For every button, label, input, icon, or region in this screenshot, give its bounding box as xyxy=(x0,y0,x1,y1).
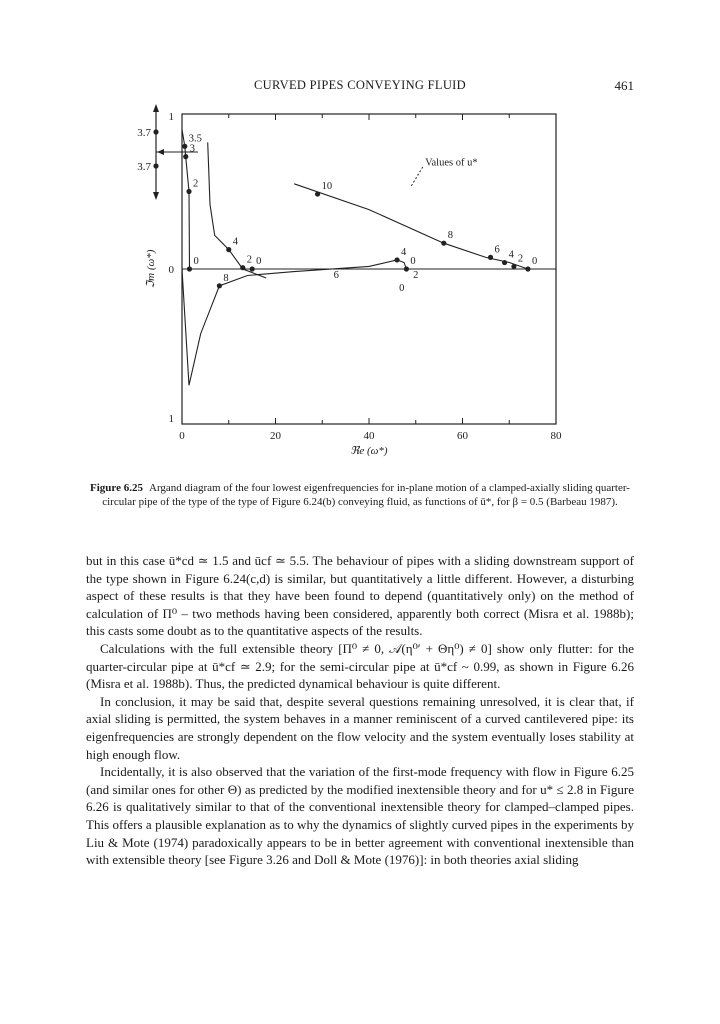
data-label-mode-1: 4 xyxy=(401,246,407,258)
offscale-label: 3.7 xyxy=(137,161,151,173)
series-curve-mode-3 xyxy=(182,130,190,270)
axis-point-label: 2 xyxy=(413,269,419,281)
data-label-mode-2: 0 xyxy=(256,256,262,267)
paragraph-1: but in this case ū*cd ≃ 1.5 and ūcf ≃ 5.5. The behaviour of pipes with a sliding downstream support of the type shown in Figure 6.24(c,d) is similar, but quantitatively a little different. However, a disturbing aspect of these results is that they have been found to depend (quantitatively only) on the method of calculation of Π⁰ – two methods having been considered, apparently both correct (Misra et al. 1988b); this casts some doubt as to the quantitative aspects of the results. xyxy=(86,553,634,639)
data-point-mode-2 xyxy=(226,247,231,252)
data-label-mode-4: 4 xyxy=(508,249,514,261)
caption-label: Figure 6.25 xyxy=(90,482,143,494)
offscale-marker xyxy=(153,163,158,168)
y-tick-label-bottom: 1 xyxy=(168,413,174,425)
page-number: 461 xyxy=(614,78,634,93)
data-point-mode-4 xyxy=(525,266,530,271)
data-point-mode-1 xyxy=(394,257,399,262)
argand-chart xyxy=(120,100,580,478)
x-tick-label: 0 xyxy=(179,430,185,442)
data-point-mode-4 xyxy=(502,260,507,265)
x-tick-label: 60 xyxy=(457,430,468,442)
x-tick-label: 80 xyxy=(550,430,562,442)
y-tick-label-zero: 0 xyxy=(168,264,174,276)
data-point-mode-1 xyxy=(404,266,409,271)
axis-point-label: 6 xyxy=(333,269,339,281)
data-point-mode-4 xyxy=(441,241,446,246)
axis-point-label: 0 xyxy=(399,282,405,294)
figure-caption xyxy=(86,482,634,509)
offscale-marker xyxy=(153,129,158,134)
figure-argand-diagram xyxy=(120,100,580,478)
data-label-mode-4: 8 xyxy=(447,230,454,242)
data-point-mode-3 xyxy=(186,189,191,194)
annotation-leader xyxy=(411,167,423,186)
data-point-mode-4 xyxy=(315,191,320,196)
offscale-label: 3.7 xyxy=(137,127,151,139)
caption-text: Argand diagram of the four lowest eigenfrequencies for in-plane motion of a clamped-axially sliding quarter-circular pipe of the type of the type of Figure 6.24(b) conveying fluid, as functions of ū*, for β = 0.5 (Barbeau 1987). xyxy=(102,482,630,508)
data-label-mode-2: 2 xyxy=(246,254,253,266)
data-point-mode-1 xyxy=(217,283,222,288)
values-annotation: Values of u* xyxy=(425,157,478,169)
offscale-arrow-head-up xyxy=(153,104,159,112)
data-label-mode-3: 3 xyxy=(189,143,195,155)
body-text xyxy=(86,552,634,869)
running-head xyxy=(0,78,720,96)
paragraph-2: Calculations with the full extensible theory [Π⁰ ≠ 0, 𝒜(η⁰′ + Θη⁰) ≠ 0] show only flutter: for the quarter-circular pipe at ū*cf ≃ 2.9; for the semi-circular pipe at ū*cf ~ 0.99, as shown in Figure 6.26 (Misra et al. 1988b). Thus, the predicted dynamical behaviour is quite different. xyxy=(86,640,634,692)
data-label-mode-4: 6 xyxy=(494,244,500,256)
data-label-mode-3: 0 xyxy=(193,256,199,267)
data-point-mode-3 xyxy=(182,144,187,149)
running-title: CURVED PIPES CONVEYING FLUID xyxy=(254,78,466,92)
offscale-pointer-head xyxy=(157,149,164,155)
data-label-mode-4: 2 xyxy=(517,253,524,265)
paragraph-3: In conclusion, it may be said that, despite several questions remaining unresolved, it is clear that, if axial sliding is permitted, the system behaves in a manner reminiscent of a curved cantilevered pipe: its eigenfrequencies are strongly dependent on the flow velocity and the system eventually loses stability at high enough flow. xyxy=(86,693,634,762)
series-curve-mode-1 xyxy=(182,260,406,385)
data-point-mode-4 xyxy=(488,255,493,260)
data-point-mode-3 xyxy=(187,266,192,271)
offscale-arrow-head-down xyxy=(153,192,159,200)
data-label-mode-1: 0 xyxy=(410,256,416,267)
data-label-mode-3: 3.5 xyxy=(188,133,202,145)
data-label-mode-4: 10 xyxy=(321,181,333,193)
data-point-mode-2 xyxy=(250,266,255,271)
x-tick-label: 20 xyxy=(270,430,281,442)
data-label-mode-3: 2 xyxy=(193,178,199,190)
y-axis-label: ℑm (ω*) xyxy=(145,249,157,289)
data-point-mode-4 xyxy=(511,264,516,269)
x-axis-label: ℜe (ω*) xyxy=(350,445,388,457)
y-tick-label-top: 1 xyxy=(168,111,174,123)
data-label-mode-2: 4 xyxy=(232,236,238,248)
paragraph-4: Incidentally, it is also observed that the variation of the first-mode frequency with flow in Figure 6.25 (and similar ones for other Θ) as predicted by the modified inextensible theory and for u* ≤ 2.8 in Figure 6.26 is qualitatively similar to that of the conventional inextensible theory for clamped–clamped pipes. This offers a plausible explanation as to why the dynamics of slightly curved pipes in the experiments by Liu & Mote (1974) paradoxically appears to be in better agreement with conventional inextensible than with extensible theory [see Figure 3.26 and Doll & Mote (1976)]: in both theories axial sliding xyxy=(86,764,634,868)
x-tick-label: 40 xyxy=(363,430,375,442)
data-label-mode-4: 0 xyxy=(531,256,538,267)
data-label-mode-1: 8 xyxy=(223,272,229,284)
data-point-mode-2 xyxy=(240,265,245,270)
data-point-mode-3 xyxy=(183,154,188,159)
